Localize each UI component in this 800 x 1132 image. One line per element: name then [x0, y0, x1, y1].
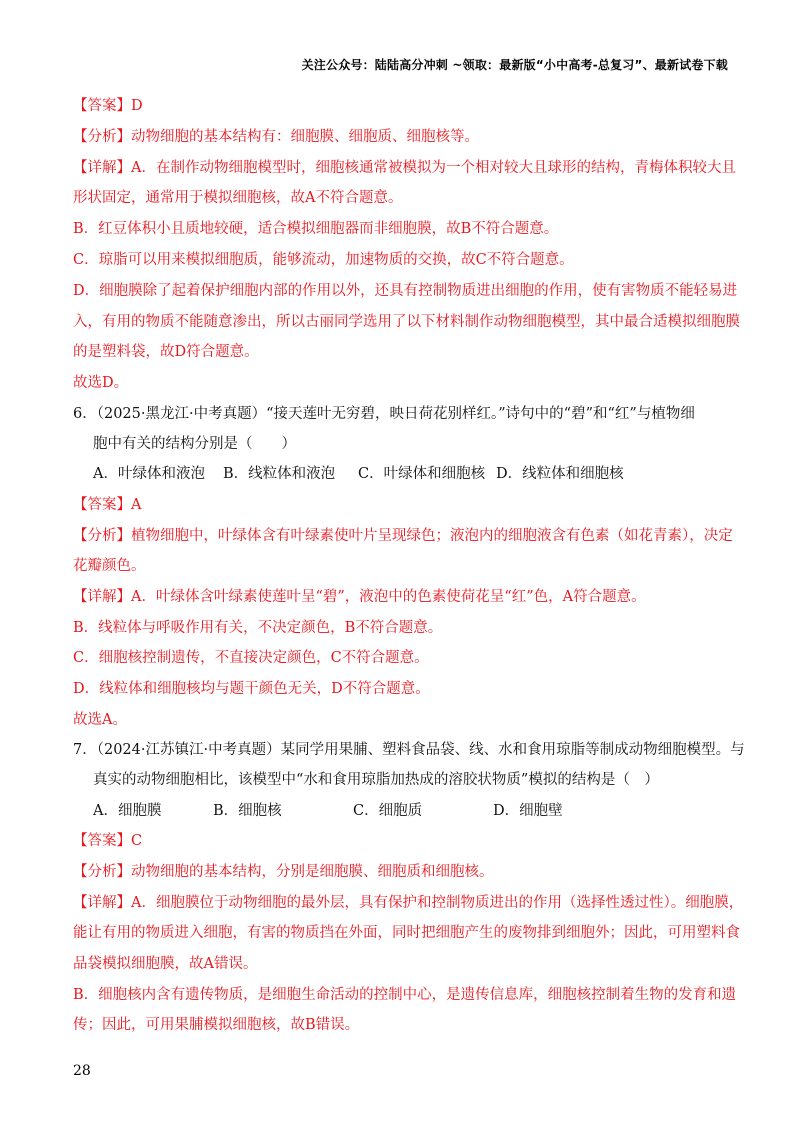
option-explanation: 的是塑料袋，故D符合题意。	[73, 344, 259, 360]
option-d: D．线粒体和细胞核	[496, 466, 624, 482]
conclusion-text: 故选D。	[73, 375, 129, 391]
detail-text: 【详解】A．细胞膜位于动物细胞的最外层，具有保护和控制物质进出的作用（选择性透过性）。细胞膜，	[73, 895, 744, 911]
detail-text: 形状固定，通常用于模拟细胞核，故A不符合题意。	[73, 190, 403, 206]
options-row	[93, 801, 563, 821]
option-explanation: C．琼脂可以用来模拟细胞质，能够流动，加速物质的交换，故C不符合题意。	[73, 252, 574, 268]
option-explanation: B．红豆体积小且质地较硬，适合模拟细胞器而非细胞膜，故B不符合题意。	[73, 221, 559, 237]
options-row	[93, 464, 624, 484]
detail-text: 【详解】A．叶绿体含叶绿素使莲叶呈“碧”，液泡中的色素使荷花呈“红”色，A符合题意。	[73, 589, 646, 605]
analysis-text: 【分析】动物细胞的基本结构有：细胞膜、细胞质、细胞核等。	[73, 129, 479, 145]
option-c: C．细胞质	[353, 803, 423, 819]
option-explanation: B．细胞核内含有遗传物质，是细胞生命活动的控制中心，是遗传信息库，细胞核控制着生物的发育和遗	[73, 987, 737, 1003]
option-b: B．细胞核	[213, 803, 282, 819]
option-c: C．叶绿体和细胞核	[358, 466, 486, 482]
question-stem: 胞中有关的结构分别是（ ）	[93, 436, 296, 452]
analysis-text: 【分析】动物细胞的基本结构，分别是细胞膜、细胞质和细胞核。	[73, 864, 494, 880]
option-explanation: D．线粒体和细胞核均与题干颜色无关，D不符合题意。	[73, 681, 430, 697]
page-header: 关注公众号：陆陆高分冲刺 ~领取：最新版“小中高考-总复习”、最新试卷下载	[301, 58, 728, 72]
option-d: D．细胞壁	[493, 803, 563, 819]
option-a: A．细胞膜	[93, 803, 162, 819]
question-stem: 6．（2025·黑龙江·中考真题）“接天莲叶无穷碧，映日荷花别样红。”诗句中的“碧”和“红”与植物细	[73, 406, 695, 422]
question-stem: 7．（2024·江苏镇江·中考真题）某同学用果脯、塑料食品袋、线、水和食用琼脂等制成动物细胞模型。与	[73, 742, 745, 758]
detail-text: 【详解】A．在制作动物细胞模型时，细胞核通常被模拟为一个相对较大且球形的结构，青梅体积较大且	[73, 160, 736, 176]
detail-text: 品袋模拟细胞膜，故A错误。	[73, 956, 258, 972]
option-explanation: D．细胞膜除了起着保护细胞内部的作用以外，还具有控制物质进出细胞的作用，使有害物质不能轻易进	[73, 283, 738, 299]
analysis-text: 花瓣颜色。	[73, 558, 146, 574]
answer-label: 【答案】C	[73, 833, 143, 849]
option-b: B．线粒体和液泡	[223, 466, 336, 482]
analysis-text: 【分析】植物细胞中，叶绿体含有叶绿素使叶片呈现绿色；液泡内的细胞液含有色素（如花青素），决定	[73, 528, 733, 544]
option-explanation: 传；因此，可用果脯模拟细胞核，故B错误。	[73, 1017, 360, 1033]
page-number: 28	[73, 1063, 91, 1079]
detail-text: 能让有用的物质进入细胞，有害的物质挡在外面，同时把细胞产生的废物排到细胞外；因此，可用塑料食	[73, 925, 740, 941]
option-explanation: C．细胞核控制遗传，不直接决定颜色，C不符合题意。	[73, 650, 429, 666]
option-explanation: 入，有用的物质不能随意渗出，所以古丽同学选用了以下材料制作动物细胞模型，其中最合适模拟细胞膜	[73, 314, 740, 330]
answer-label: 【答案】D	[73, 98, 143, 114]
answer-label: 【答案】A	[73, 497, 142, 513]
question-stem: 真实的动物细胞相比，该模型中“水和食用琼脂加热成的溶胶状物质”模拟的结构是（ ）	[93, 772, 659, 788]
option-explanation: B．线粒体与呼吸作用有关，不决定颜色，B不符合题意。	[73, 620, 443, 636]
option-a: A．叶绿体和液泡	[93, 466, 205, 482]
conclusion-text: 故选A。	[73, 712, 127, 728]
